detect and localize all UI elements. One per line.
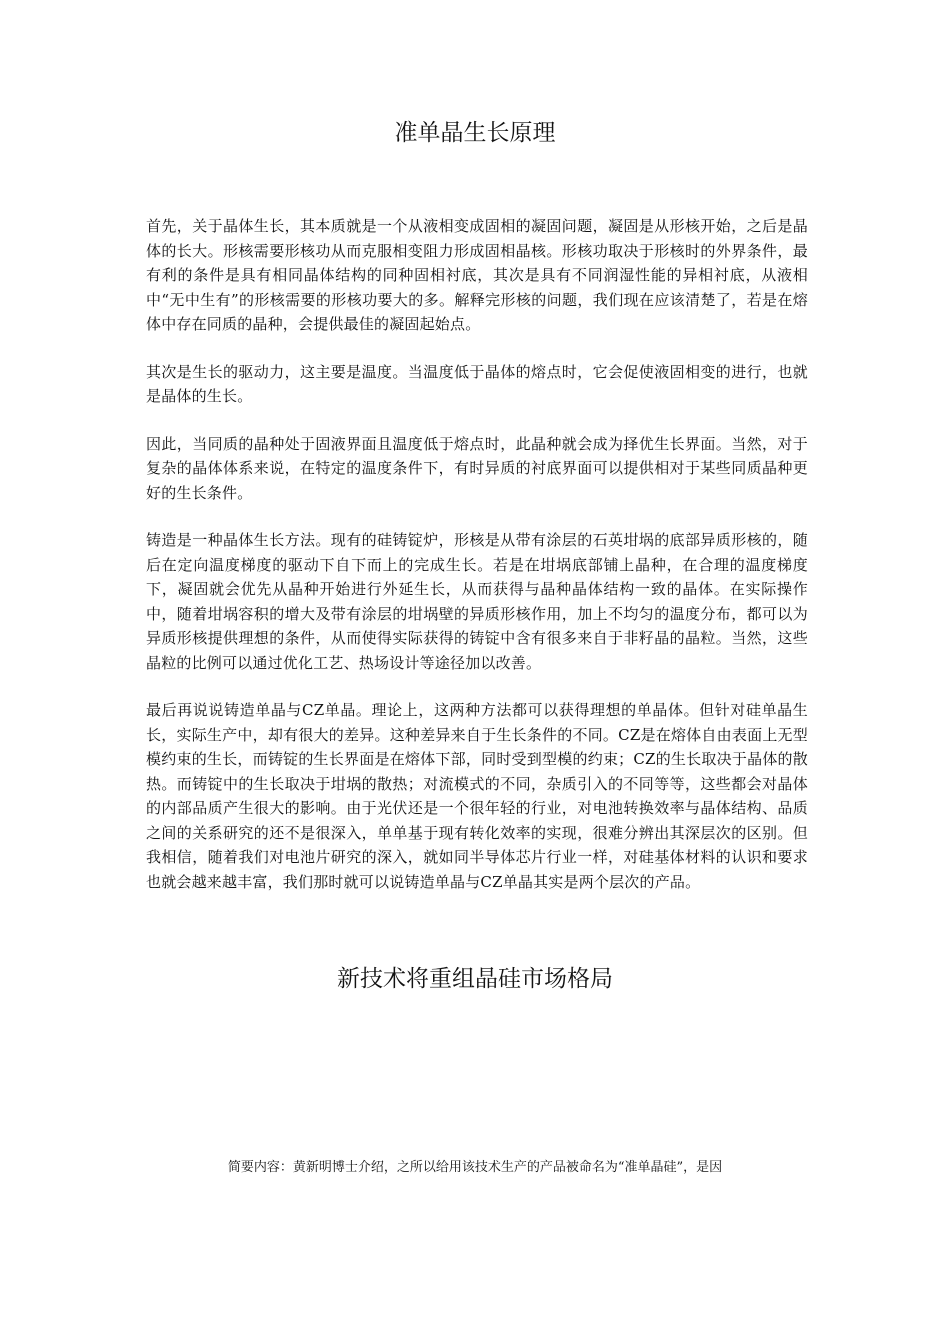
paragraph-driving-force: 其次是生长的驱动力，这主要是温度。当温度低于晶体的熔点时，它会促使液固相变的进行，也就是晶体的生长。 bbox=[146, 362, 808, 405]
section-title: 新技术将重组晶硅市场格局 bbox=[337, 966, 613, 992]
page-title: 准单晶生长原理 bbox=[394, 120, 556, 146]
paragraph-seed-interface: 因此，当同质的晶种处于固液界面且温度低于熔点时，此晶种就会成为择优生长界面。当然，对于复杂的晶体体系来说，在特定的温度条件下，有时异质的衬底界面可以提供相对于某些同质晶种更好的生长条件。 bbox=[146, 434, 808, 502]
summary-text: 简要内容：黄新明博士介绍，之所以给用该技术生产的产品被命名为“准单晶硅”，是因 bbox=[227, 1160, 723, 1175]
paragraph-nucleation: 首先，关于晶体生长，其本质就是一个从液相变成固相的凝固问题，凝固是从形核开始，之后是晶体的长大。形核需要形核功从而克服相变阻力形成固相晶核。形核功取决于形核时的外界条件，最有利的条件是具有相同晶体结构的同种固相衬底，其次是具有不同润湿性能的异相衬底，从液相中“无中生有”的形核需要的形核功要大的多。解释完形核的问题，我们现在应该清楚了，若是在熔体中存在同质的晶种，会提供最佳的凝固起始点。 bbox=[146, 217, 808, 333]
paragraph-casting-method: 铸造是一种晶体生长方法。现有的硅铸锭炉，形核是从带有涂层的石英坩埚的底部异质形核的，随后在定向温度梯度的驱动下自下而上的完成生长。若是在坩埚底部铺上晶种，在合理的温度梯度下，凝固就会优先从晶种开始进行外延生长，从而获得与晶种晶体结构一致的晶体。在实际操作中，随着坩埚容积的增大及带有涂层的坩埚壁的异质形核作用，加上不均匀的温度分布，都可以为异质形核提供理想的条件，从而使得实际获得的铸锭中含有很多来自于非籽晶的晶粒。当然，这些晶粒的比例可以通过优化工艺、热场设计等途径加以改善。 bbox=[146, 531, 808, 672]
article-body bbox=[146, 214, 808, 917]
paragraph-cast-vs-cz: 最后再说说铸造单晶与CZ单晶。理论上，这两种方法都可以获得理想的单晶体。但针对硅单晶生长，实际生产中，却有很大的差异。这种差异来自于生长条件的不同。CZ是在熔体自由表面上无型模约束的生长，而铸锭的生长界面是在熔体下部，同时受到型模的约束；CZ的生长取决于晶体的散热。而铸锭中的生长取决于坩埚的散热；对流模式的不同，杂质引入的不同等等，这些都会对晶体的内部品质产生很大的影响。由于光伏还是一个很年轻的行业，对电池转换效率与晶体结构、品质之间的关系研究的还不是很深入，单单基于现有转化效率的实现，很难分辨出其深层次的区别。但我相信，随着我们对电池片研究的深入，就如同半导体芯片行业一样，对硅基体材料的认识和要求也就会越来越丰富，我们那时就可以说铸造单晶与CZ单晶其实是两个层次的产品。 bbox=[146, 701, 808, 891]
